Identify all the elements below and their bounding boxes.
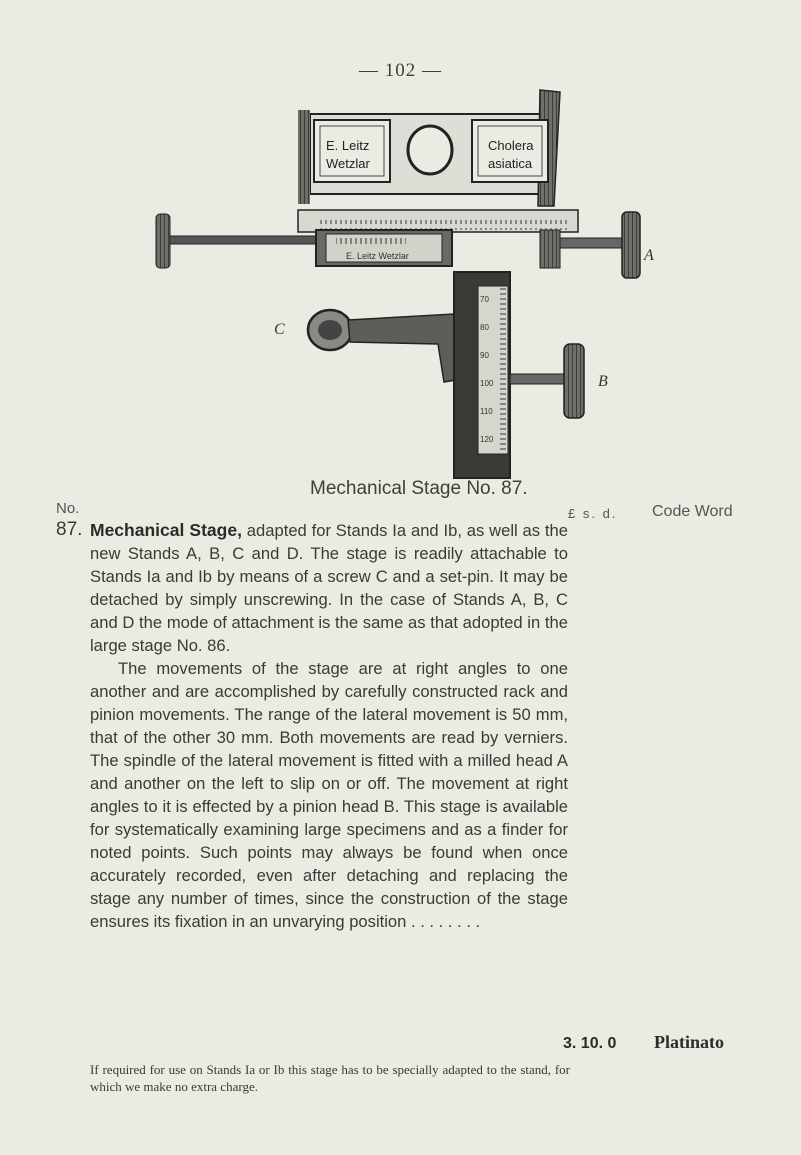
stage-engraving [140,88,660,480]
label-b: B [598,373,608,390]
attachment-arm [348,314,456,382]
scale-mark-100: 100 [480,379,494,388]
entry-description [90,519,568,933]
scale-mark-120: 120 [480,435,494,444]
scale-mark-110: 110 [480,407,493,416]
plate-left-line-2: Wetzlar [326,156,370,171]
plate-right-line-2: asiatica [488,156,533,171]
description-paragraph-1 [90,519,568,657]
column-header-price: £ s. d. [568,506,618,521]
column-header-code-word: Code Word [652,503,733,520]
stage-aperture [408,126,452,174]
entry-number: 87. [56,519,83,540]
description-intro: adapted for Stands Ia and Ib, as well as the new Stands A, B, C and D. The stage is readily attachable to Stands Ia and Ib by means of a screw C and a set-pin. It may be detached by simply unscrewing. In the case of Stands A, B, C and D the mode of attachment is the same as that adopted in the large stage No. 86. [90,521,568,655]
pinion-head-b [564,344,584,418]
column-header-no: No. [56,500,80,517]
lateral-scale-ticks [318,220,568,230]
entry-title: Mechanical Stage, [90,520,242,540]
figure-caption: Mechanical Stage No. 87. [310,478,528,499]
label-c: C [274,321,285,338]
label-a: A [644,247,654,264]
pinion-spindle [510,374,564,384]
description-paragraph-2: The movements of the stage are at right angles to one another and are accomplished by carefully constructed rack and pinion movements. The range of the lateral movement is 50 mm, that of the other 30 mm. Both movements are read by verniers. The spindle of the lateral movement is fitted with a milled head A and another on the left to slip on or off. The movement at right angles to it is effected by a pinion head B. This stage is available for systematically examining large specimens and as a finder for noted points. Such points may always be found when once accurately recorded, even after detaching and replacing the stage any number of times, since the construction of the stage ensures its fixation in an unvarying position . . . . . . . . [90,659,568,931]
plate-right-line-1: Cholera [488,138,534,153]
entry-footnote: If required for use on Stands Ia or Ib this stage has to be specially adapted to the stand, for which we make no extra charge. [90,1062,570,1094]
left-milled-head [156,214,170,268]
entry-code-word: Platinato [654,1032,724,1052]
mechanical-stage-illustration [140,88,660,480]
right-collar [540,230,560,268]
scale-mark-80: 80 [480,323,489,332]
milled-head-a [622,212,640,278]
left-spindle [170,236,316,244]
left-slide-rail [298,110,310,204]
plate-left-line-1: E. Leitz [326,138,370,153]
vernier-ticks [336,236,406,244]
vernier-maker-mark: E. Leitz Wetzlar [346,251,409,261]
screw-c-inner [318,320,342,340]
page-number: — 102 — [359,60,442,81]
vertical-scale-ticks [496,288,506,452]
scale-mark-70: 70 [480,295,489,304]
scale-mark-90: 90 [480,351,489,360]
right-spindle [560,238,622,248]
entry-price: 3. 10. 0 [563,1035,617,1052]
